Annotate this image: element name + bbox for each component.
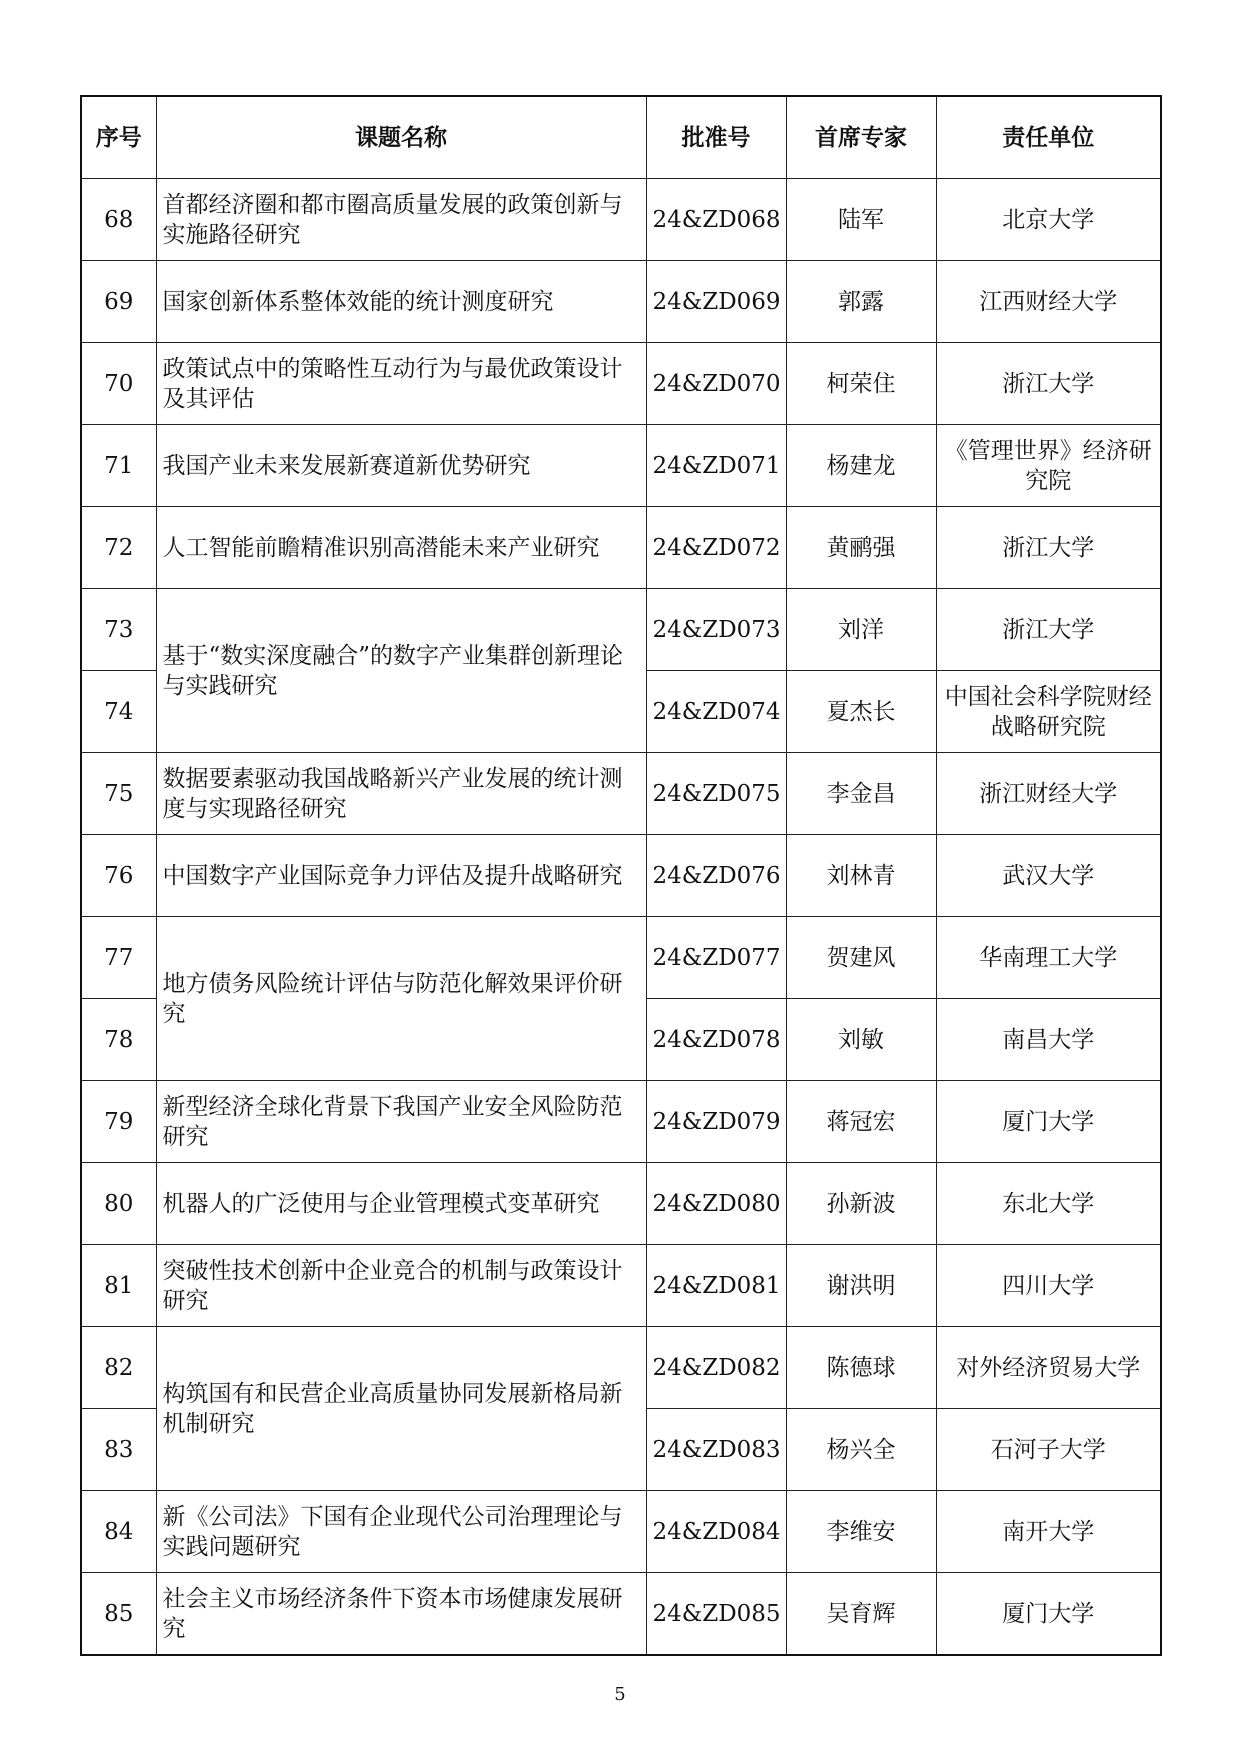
row-code: 24&ZD077 <box>646 917 786 999</box>
table-row <box>81 261 1161 343</box>
row-unit: 武汉大学 <box>936 835 1161 917</box>
row-code: 24&ZD081 <box>646 1245 786 1327</box>
row-code: 24&ZD075 <box>646 753 786 835</box>
row-num: 80 <box>81 1163 156 1245</box>
row-unit: 中国社会科学院财经战略研究院 <box>936 671 1161 753</box>
header-expert: 首席专家 <box>786 96 936 179</box>
row-unit: 浙江大学 <box>936 507 1161 589</box>
row-unit: 厦门大学 <box>936 1081 1161 1163</box>
row-unit: 浙江财经大学 <box>936 753 1161 835</box>
table-row <box>81 1327 1161 1409</box>
row-num: 82 <box>81 1327 156 1409</box>
table-row <box>81 507 1161 589</box>
table-row <box>81 1245 1161 1327</box>
row-expert: 李金昌 <box>786 753 936 835</box>
table-row <box>81 179 1161 261</box>
row-title: 国家创新体系整体效能的统计测度研究 <box>156 261 646 343</box>
header-row <box>81 96 1161 179</box>
row-title: 我国产业未来发展新赛道新优势研究 <box>156 425 646 507</box>
table-row <box>81 1573 1161 1656</box>
row-unit: 东北大学 <box>936 1163 1161 1245</box>
row-unit: 浙江大学 <box>936 589 1161 671</box>
row-title: 突破性技术创新中企业竞合的机制与政策设计研究 <box>156 1245 646 1327</box>
row-num: 79 <box>81 1081 156 1163</box>
row-expert: 吴育辉 <box>786 1573 936 1656</box>
row-code: 24&ZD069 <box>646 261 786 343</box>
row-expert: 陆军 <box>786 179 936 261</box>
row-expert: 杨兴全 <box>786 1409 936 1491</box>
row-expert: 夏杰长 <box>786 671 936 753</box>
row-code: 24&ZD074 <box>646 671 786 753</box>
row-unit: 华南理工大学 <box>936 917 1161 999</box>
row-num: 83 <box>81 1409 156 1491</box>
row-unit: 江西财经大学 <box>936 261 1161 343</box>
row-expert: 杨建龙 <box>786 425 936 507</box>
row-code: 24&ZD070 <box>646 343 786 425</box>
header-title: 课题名称 <box>156 96 646 179</box>
table-row <box>81 343 1161 425</box>
header-unit: 责任单位 <box>936 96 1161 179</box>
row-code: 24&ZD083 <box>646 1409 786 1491</box>
row-title: 首都经济圈和都市圈高质量发展的政策创新与实施路径研究 <box>156 179 646 261</box>
row-expert: 蒋冠宏 <box>786 1081 936 1163</box>
row-title: 政策试点中的策略性互动行为与最优政策设计及其评估 <box>156 343 646 425</box>
row-expert: 黄鹂强 <box>786 507 936 589</box>
row-expert: 李维安 <box>786 1491 936 1573</box>
row-expert: 刘洋 <box>786 589 936 671</box>
row-num: 85 <box>81 1573 156 1656</box>
row-num: 69 <box>81 261 156 343</box>
projects-table <box>80 95 1162 1656</box>
row-code: 24&ZD080 <box>646 1163 786 1245</box>
row-expert: 刘敏 <box>786 999 936 1081</box>
table-row <box>81 1163 1161 1245</box>
row-code: 24&ZD068 <box>646 179 786 261</box>
row-num: 70 <box>81 343 156 425</box>
row-unit: 南开大学 <box>936 1491 1161 1573</box>
row-title: 构筑国有和民营企业高质量协同发展新格局新机制研究 <box>156 1327 646 1491</box>
row-num: 76 <box>81 835 156 917</box>
row-title: 新型经济全球化背景下我国产业安全风险防范研究 <box>156 1081 646 1163</box>
row-expert: 陈德球 <box>786 1327 936 1409</box>
row-code: 24&ZD071 <box>646 425 786 507</box>
row-title: 中国数字产业国际竞争力评估及提升战略研究 <box>156 835 646 917</box>
row-num: 75 <box>81 753 156 835</box>
table-row <box>81 753 1161 835</box>
row-title: 基于“数实深度融合”的数字产业集群创新理论与实践研究 <box>156 589 646 753</box>
table-row <box>81 1491 1161 1573</box>
row-num: 84 <box>81 1491 156 1573</box>
row-title: 社会主义市场经济条件下资本市场健康发展研究 <box>156 1573 646 1656</box>
row-unit: 《管理世界》经济研究院 <box>936 425 1161 507</box>
row-unit: 浙江大学 <box>936 343 1161 425</box>
row-code: 24&ZD079 <box>646 1081 786 1163</box>
row-unit: 北京大学 <box>936 179 1161 261</box>
row-expert: 谢洪明 <box>786 1245 936 1327</box>
row-expert: 刘林青 <box>786 835 936 917</box>
row-num: 78 <box>81 999 156 1081</box>
row-code: 24&ZD073 <box>646 589 786 671</box>
table-row <box>81 425 1161 507</box>
row-code: 24&ZD084 <box>646 1491 786 1573</box>
table-row <box>81 835 1161 917</box>
row-num: 77 <box>81 917 156 999</box>
row-unit: 南昌大学 <box>936 999 1161 1081</box>
row-num: 72 <box>81 507 156 589</box>
row-num: 73 <box>81 589 156 671</box>
row-unit: 四川大学 <box>936 1245 1161 1327</box>
header-code: 批准号 <box>646 96 786 179</box>
row-code: 24&ZD076 <box>646 835 786 917</box>
page-number: 5 <box>614 1684 626 1705</box>
table-row <box>81 917 1161 999</box>
row-code: 24&ZD085 <box>646 1573 786 1656</box>
row-num: 74 <box>81 671 156 753</box>
row-unit: 石河子大学 <box>936 1409 1161 1491</box>
row-num: 68 <box>81 179 156 261</box>
header-num: 序号 <box>81 96 156 179</box>
table-row <box>81 1081 1161 1163</box>
row-title: 机器人的广泛使用与企业管理模式变革研究 <box>156 1163 646 1245</box>
row-num: 81 <box>81 1245 156 1327</box>
row-unit: 厦门大学 <box>936 1573 1161 1656</box>
row-expert: 柯荣住 <box>786 343 936 425</box>
row-title: 地方债务风险统计评估与防范化解效果评价研究 <box>156 917 646 1081</box>
row-expert: 贺建风 <box>786 917 936 999</box>
row-unit: 对外经济贸易大学 <box>936 1327 1161 1409</box>
row-code: 24&ZD082 <box>646 1327 786 1409</box>
row-num: 71 <box>81 425 156 507</box>
table-row <box>81 589 1161 671</box>
row-expert: 孙新波 <box>786 1163 936 1245</box>
row-expert: 郭露 <box>786 261 936 343</box>
row-title: 人工智能前瞻精准识别高潜能未来产业研究 <box>156 507 646 589</box>
row-title: 数据要素驱动我国战略新兴产业发展的统计测度与实现路径研究 <box>156 753 646 835</box>
row-code: 24&ZD078 <box>646 999 786 1081</box>
row-code: 24&ZD072 <box>646 507 786 589</box>
row-title: 新《公司法》下国有企业现代公司治理理论与实践问题研究 <box>156 1491 646 1573</box>
